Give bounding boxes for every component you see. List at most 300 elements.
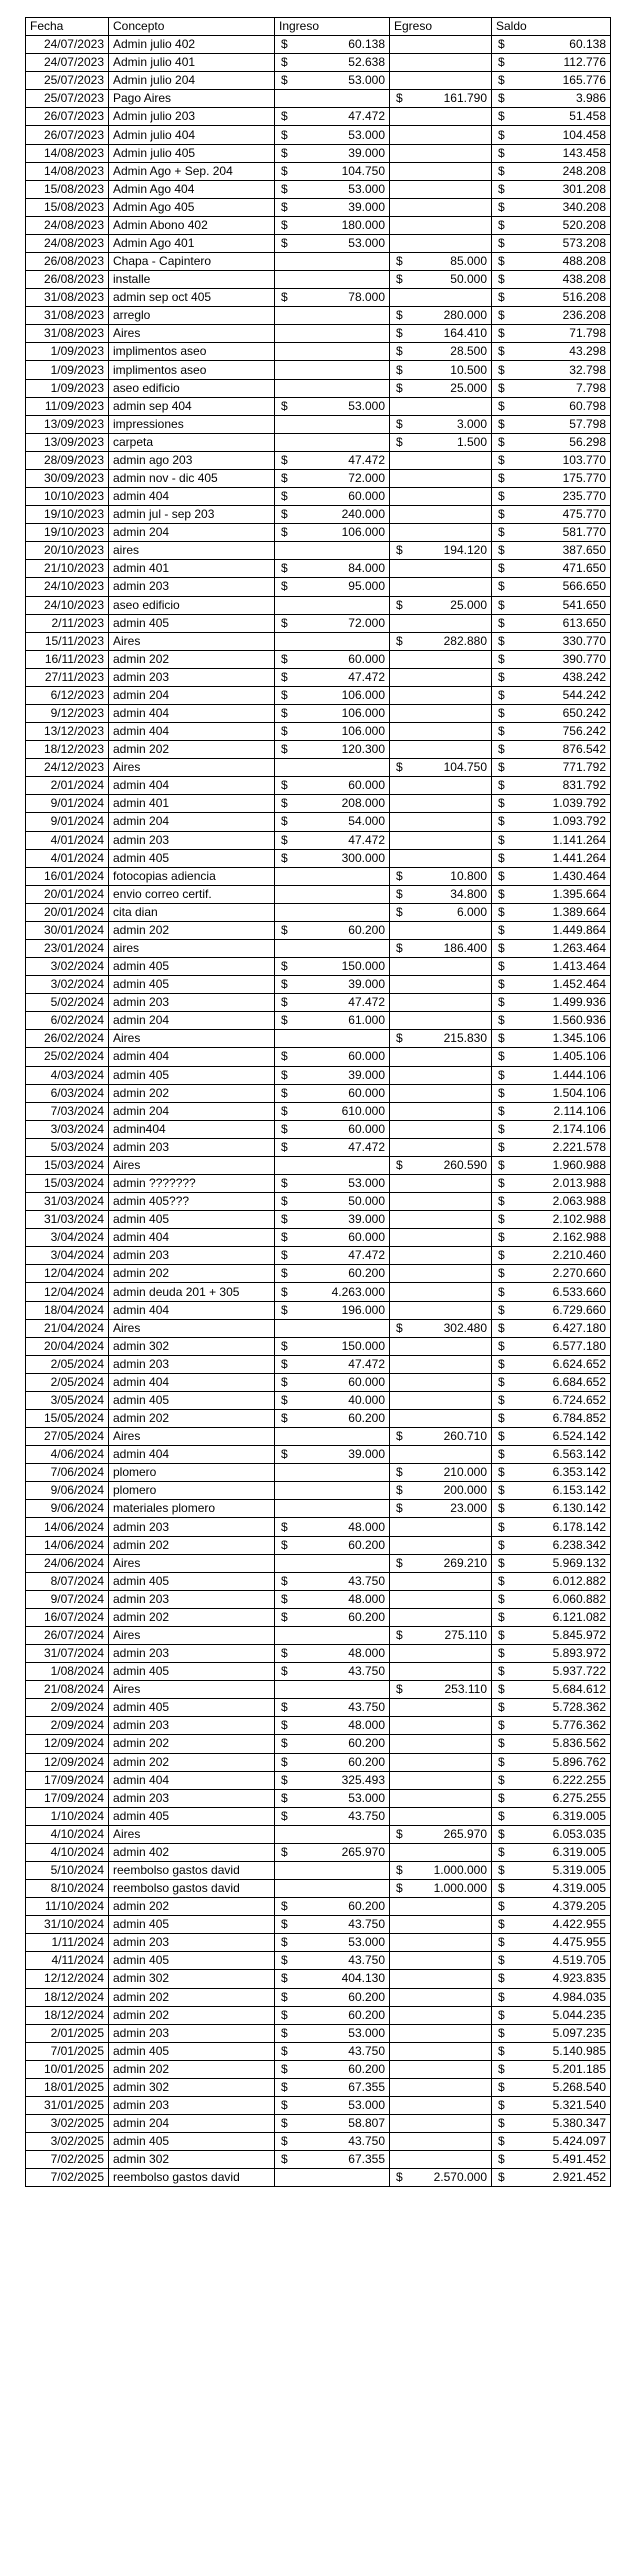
cell-egreso[interactable] — [390, 1789, 492, 1807]
cell-concepto[interactable]: admin 405 — [109, 2042, 275, 2060]
cell-egreso[interactable] — [390, 1156, 492, 1174]
cell-concepto[interactable]: reembolso gastos david — [109, 1861, 275, 1879]
cell-saldo[interactable] — [492, 921, 611, 939]
cell-saldo[interactable] — [492, 271, 611, 289]
cell-ingreso[interactable] — [275, 144, 390, 162]
cell-saldo[interactable] — [492, 994, 611, 1012]
cell-fecha[interactable]: 2/01/2024 — [26, 777, 109, 795]
cell-egreso[interactable] — [390, 686, 492, 704]
cell-saldo[interactable] — [492, 2115, 611, 2133]
cell-concepto[interactable]: admin 202 — [109, 650, 275, 668]
cell-fecha[interactable]: 11/10/2024 — [26, 1898, 109, 1916]
cell-egreso[interactable] — [390, 1771, 492, 1789]
cell-ingreso[interactable] — [275, 1138, 390, 1156]
cell-saldo[interactable] — [492, 1699, 611, 1717]
cell-concepto[interactable]: admin 203 — [109, 2096, 275, 2114]
cell-ingreso[interactable] — [275, 1789, 390, 1807]
header-ingreso[interactable]: Ingreso — [275, 18, 390, 36]
cell-ingreso[interactable] — [275, 2151, 390, 2169]
cell-ingreso[interactable] — [275, 994, 390, 1012]
cell-fecha[interactable]: 16/01/2024 — [26, 867, 109, 885]
cell-ingreso[interactable] — [275, 343, 390, 361]
cell-egreso[interactable] — [390, 1500, 492, 1518]
cell-fecha[interactable]: 4/10/2024 — [26, 1825, 109, 1843]
cell-ingreso[interactable] — [275, 1482, 390, 1500]
cell-egreso[interactable] — [390, 2060, 492, 2078]
cell-saldo[interactable] — [492, 1410, 611, 1428]
cell-egreso[interactable] — [390, 885, 492, 903]
cell-concepto[interactable]: Admin julio 203 — [109, 108, 275, 126]
cell-fecha[interactable]: 20/01/2024 — [26, 885, 109, 903]
cell-ingreso[interactable] — [275, 723, 390, 741]
cell-ingreso[interactable] — [275, 1663, 390, 1681]
cell-egreso[interactable] — [390, 1428, 492, 1446]
cell-ingreso[interactable] — [275, 271, 390, 289]
cell-egreso[interactable] — [390, 90, 492, 108]
cell-fecha[interactable]: 15/08/2023 — [26, 180, 109, 198]
cell-saldo[interactable] — [492, 1970, 611, 1988]
cell-fecha[interactable]: 26/08/2023 — [26, 253, 109, 271]
cell-concepto[interactable]: admin 202 — [109, 1898, 275, 1916]
cell-concepto[interactable]: Admin Ago + Sep. 204 — [109, 162, 275, 180]
cell-egreso[interactable] — [390, 560, 492, 578]
cell-saldo[interactable] — [492, 1898, 611, 1916]
cell-egreso[interactable] — [390, 506, 492, 524]
cell-egreso[interactable] — [390, 614, 492, 632]
cell-fecha[interactable]: 3/02/2025 — [26, 2115, 109, 2133]
cell-fecha[interactable]: 17/09/2024 — [26, 1771, 109, 1789]
cell-concepto[interactable]: admin 404 — [109, 723, 275, 741]
cell-fecha[interactable]: 18/12/2024 — [26, 2006, 109, 2024]
cell-concepto[interactable]: admin404 — [109, 1120, 275, 1138]
cell-saldo[interactable] — [492, 343, 611, 361]
cell-saldo[interactable] — [492, 542, 611, 560]
cell-egreso[interactable] — [390, 2024, 492, 2042]
cell-ingreso[interactable] — [275, 759, 390, 777]
cell-fecha[interactable]: 9/07/2024 — [26, 1590, 109, 1608]
cell-fecha[interactable]: 6/02/2024 — [26, 1012, 109, 1030]
cell-concepto[interactable]: admin 302 — [109, 1970, 275, 1988]
cell-concepto[interactable]: admin 202 — [109, 741, 275, 759]
cell-concepto[interactable]: Admin julio 401 — [109, 54, 275, 72]
cell-concepto[interactable]: aseo edificio — [109, 596, 275, 614]
cell-fecha[interactable]: 10/01/2025 — [26, 2060, 109, 2078]
cell-fecha[interactable]: 31/03/2024 — [26, 1211, 109, 1229]
cell-saldo[interactable] — [492, 1518, 611, 1536]
cell-egreso[interactable] — [390, 939, 492, 957]
cell-fecha[interactable]: 3/05/2024 — [26, 1391, 109, 1409]
cell-ingreso[interactable] — [275, 1391, 390, 1409]
cell-egreso[interactable] — [390, 415, 492, 433]
cell-fecha[interactable]: 31/08/2023 — [26, 325, 109, 343]
cell-egreso[interactable] — [390, 216, 492, 234]
cell-saldo[interactable] — [492, 1663, 611, 1681]
cell-ingreso[interactable] — [275, 2078, 390, 2096]
cell-egreso[interactable] — [390, 1247, 492, 1265]
cell-ingreso[interactable] — [275, 1211, 390, 1229]
cell-saldo[interactable] — [492, 2169, 611, 2187]
cell-concepto[interactable]: cita dian — [109, 903, 275, 921]
cell-fecha[interactable]: 12/04/2024 — [26, 1283, 109, 1301]
cell-saldo[interactable] — [492, 1030, 611, 1048]
cell-saldo[interactable] — [492, 1464, 611, 1482]
cell-concepto[interactable]: admin 204 — [109, 1012, 275, 1030]
cell-egreso[interactable] — [390, 759, 492, 777]
cell-saldo[interactable] — [492, 578, 611, 596]
cell-saldo[interactable] — [492, 451, 611, 469]
cell-concepto[interactable]: Admin julio 404 — [109, 126, 275, 144]
cell-fecha[interactable]: 24/08/2023 — [26, 234, 109, 252]
cell-fecha[interactable]: 31/01/2025 — [26, 2096, 109, 2114]
cell-concepto[interactable]: admin 405 — [109, 1572, 275, 1590]
cell-saldo[interactable] — [492, 1084, 611, 1102]
cell-fecha[interactable]: 9/06/2024 — [26, 1482, 109, 1500]
cell-egreso[interactable] — [390, 1988, 492, 2006]
cell-saldo[interactable] — [492, 198, 611, 216]
cell-ingreso[interactable] — [275, 1175, 390, 1193]
cell-ingreso[interactable] — [275, 1120, 390, 1138]
cell-concepto[interactable]: admin 405 — [109, 1391, 275, 1409]
header-egreso[interactable]: Egreso — [390, 18, 492, 36]
cell-ingreso[interactable] — [275, 813, 390, 831]
cell-ingreso[interactable] — [275, 415, 390, 433]
cell-concepto[interactable]: impressiones — [109, 415, 275, 433]
cell-egreso[interactable] — [390, 307, 492, 325]
cell-fecha[interactable]: 2/05/2024 — [26, 1373, 109, 1391]
cell-egreso[interactable] — [390, 1337, 492, 1355]
cell-fecha[interactable]: 2/05/2024 — [26, 1355, 109, 1373]
cell-egreso[interactable] — [390, 126, 492, 144]
cell-fecha[interactable]: 7/03/2024 — [26, 1102, 109, 1120]
cell-saldo[interactable] — [492, 126, 611, 144]
cell-saldo[interactable] — [492, 1626, 611, 1644]
cell-egreso[interactable] — [390, 1717, 492, 1735]
cell-saldo[interactable] — [492, 849, 611, 867]
cell-concepto[interactable]: plomero — [109, 1464, 275, 1482]
cell-fecha[interactable]: 1/10/2024 — [26, 1807, 109, 1825]
cell-saldo[interactable] — [492, 1717, 611, 1735]
cell-saldo[interactable] — [492, 1012, 611, 1030]
cell-fecha[interactable]: 7/02/2025 — [26, 2151, 109, 2169]
cell-ingreso[interactable] — [275, 307, 390, 325]
cell-fecha[interactable]: 3/02/2024 — [26, 976, 109, 994]
cell-ingreso[interactable] — [275, 488, 390, 506]
cell-egreso[interactable] — [390, 1590, 492, 1608]
cell-egreso[interactable] — [390, 1446, 492, 1464]
cell-concepto[interactable]: admin 405 — [109, 1211, 275, 1229]
cell-egreso[interactable] — [390, 379, 492, 397]
cell-fecha[interactable]: 10/10/2023 — [26, 488, 109, 506]
cell-ingreso[interactable] — [275, 1283, 390, 1301]
cell-fecha[interactable]: 21/08/2024 — [26, 1681, 109, 1699]
cell-ingreso[interactable] — [275, 1265, 390, 1283]
cell-ingreso[interactable] — [275, 1753, 390, 1771]
cell-fecha[interactable]: 2/09/2024 — [26, 1717, 109, 1735]
cell-egreso[interactable] — [390, 1482, 492, 1500]
cell-concepto[interactable]: admin 203 — [109, 1518, 275, 1536]
cell-saldo[interactable] — [492, 1572, 611, 1590]
cell-fecha[interactable]: 14/06/2024 — [26, 1518, 109, 1536]
cell-egreso[interactable] — [390, 180, 492, 198]
cell-fecha[interactable]: 14/08/2023 — [26, 162, 109, 180]
cell-fecha[interactable]: 31/07/2024 — [26, 1645, 109, 1663]
cell-concepto[interactable]: Aires — [109, 1428, 275, 1446]
cell-saldo[interactable] — [492, 1916, 611, 1934]
cell-egreso[interactable] — [390, 704, 492, 722]
cell-concepto[interactable]: Pago Aires — [109, 90, 275, 108]
cell-egreso[interactable] — [390, 1898, 492, 1916]
cell-ingreso[interactable] — [275, 1626, 390, 1644]
cell-saldo[interactable] — [492, 777, 611, 795]
cell-ingreso[interactable] — [275, 1916, 390, 1934]
cell-egreso[interactable] — [390, 1735, 492, 1753]
cell-saldo[interactable] — [492, 813, 611, 831]
cell-fecha[interactable]: 13/09/2023 — [26, 415, 109, 433]
cell-egreso[interactable] — [390, 668, 492, 686]
cell-concepto[interactable]: admin 203 — [109, 1355, 275, 1373]
cell-concepto[interactable]: admin 203 — [109, 1934, 275, 1952]
cell-fecha[interactable]: 25/02/2024 — [26, 1048, 109, 1066]
cell-egreso[interactable] — [390, 903, 492, 921]
cell-egreso[interactable] — [390, 271, 492, 289]
cell-saldo[interactable] — [492, 1301, 611, 1319]
cell-ingreso[interactable] — [275, 2096, 390, 2114]
cell-concepto[interactable]: admin 404 — [109, 1446, 275, 1464]
cell-saldo[interactable] — [492, 1590, 611, 1608]
cell-ingreso[interactable] — [275, 1934, 390, 1952]
cell-concepto[interactable]: admin 405??? — [109, 1193, 275, 1211]
cell-egreso[interactable] — [390, 723, 492, 741]
cell-saldo[interactable] — [492, 1211, 611, 1229]
cell-fecha[interactable]: 24/12/2023 — [26, 759, 109, 777]
cell-fecha[interactable]: 16/07/2024 — [26, 1608, 109, 1626]
cell-saldo[interactable] — [492, 1066, 611, 1084]
cell-ingreso[interactable] — [275, 596, 390, 614]
cell-fecha[interactable]: 4/01/2024 — [26, 831, 109, 849]
cell-fecha[interactable]: 7/06/2024 — [26, 1464, 109, 1482]
cell-ingreso[interactable] — [275, 1536, 390, 1554]
cell-ingreso[interactable] — [275, 777, 390, 795]
cell-concepto[interactable]: admin 202 — [109, 1084, 275, 1102]
cell-egreso[interactable] — [390, 1554, 492, 1572]
cell-egreso[interactable] — [390, 524, 492, 542]
cell-saldo[interactable] — [492, 1120, 611, 1138]
cell-concepto[interactable]: admin 405 — [109, 1699, 275, 1717]
cell-fecha[interactable]: 4/06/2024 — [26, 1446, 109, 1464]
cell-saldo[interactable] — [492, 1283, 611, 1301]
cell-saldo[interactable] — [492, 253, 611, 271]
cell-saldo[interactable] — [492, 1843, 611, 1861]
cell-saldo[interactable] — [492, 524, 611, 542]
cell-egreso[interactable] — [390, 1084, 492, 1102]
cell-concepto[interactable]: admin 405 — [109, 849, 275, 867]
cell-fecha[interactable]: 23/01/2024 — [26, 939, 109, 957]
cell-fecha[interactable]: 3/02/2024 — [26, 958, 109, 976]
cell-ingreso[interactable] — [275, 1988, 390, 2006]
cell-ingreso[interactable] — [275, 686, 390, 704]
cell-ingreso[interactable] — [275, 704, 390, 722]
cell-fecha[interactable]: 24/10/2023 — [26, 596, 109, 614]
cell-concepto[interactable]: Aires — [109, 325, 275, 343]
cell-fecha[interactable]: 4/01/2024 — [26, 849, 109, 867]
cell-concepto[interactable]: Aires — [109, 632, 275, 650]
cell-saldo[interactable] — [492, 1102, 611, 1120]
cell-egreso[interactable] — [390, 1355, 492, 1373]
cell-egreso[interactable] — [390, 397, 492, 415]
cell-fecha[interactable]: 26/02/2024 — [26, 1030, 109, 1048]
cell-ingreso[interactable] — [275, 1500, 390, 1518]
cell-ingreso[interactable] — [275, 958, 390, 976]
cell-concepto[interactable]: admin 203 — [109, 1789, 275, 1807]
cell-ingreso[interactable] — [275, 542, 390, 560]
cell-saldo[interactable] — [492, 162, 611, 180]
cell-ingreso[interactable] — [275, 2169, 390, 2187]
cell-saldo[interactable] — [492, 1156, 611, 1174]
cell-fecha[interactable]: 1/09/2023 — [26, 361, 109, 379]
cell-saldo[interactable] — [492, 1319, 611, 1337]
cell-saldo[interactable] — [492, 2151, 611, 2169]
cell-concepto[interactable]: admin nov - dic 405 — [109, 469, 275, 487]
cell-egreso[interactable] — [390, 650, 492, 668]
cell-ingreso[interactable] — [275, 1861, 390, 1879]
cell-saldo[interactable] — [492, 939, 611, 957]
cell-fecha[interactable]: 12/04/2024 — [26, 1265, 109, 1283]
cell-ingreso[interactable] — [275, 1247, 390, 1265]
cell-saldo[interactable] — [492, 1554, 611, 1572]
cell-fecha[interactable]: 24/08/2023 — [26, 216, 109, 234]
cell-concepto[interactable]: Admin Ago 401 — [109, 234, 275, 252]
cell-egreso[interactable] — [390, 72, 492, 90]
cell-saldo[interactable] — [492, 1373, 611, 1391]
cell-concepto[interactable]: admin 404 — [109, 1771, 275, 1789]
cell-ingreso[interactable] — [275, 1337, 390, 1355]
cell-ingreso[interactable] — [275, 632, 390, 650]
cell-egreso[interactable] — [390, 1319, 492, 1337]
cell-concepto[interactable]: Chapa - Capintero — [109, 253, 275, 271]
cell-egreso[interactable] — [390, 1012, 492, 1030]
cell-ingreso[interactable] — [275, 614, 390, 632]
cell-saldo[interactable] — [492, 1988, 611, 2006]
cell-saldo[interactable] — [492, 2042, 611, 2060]
cell-saldo[interactable] — [492, 596, 611, 614]
cell-ingreso[interactable] — [275, 162, 390, 180]
cell-concepto[interactable]: Aires — [109, 1030, 275, 1048]
cell-saldo[interactable] — [492, 2060, 611, 2078]
cell-concepto[interactable]: admin jul - sep 203 — [109, 506, 275, 524]
cell-concepto[interactable]: admin 302 — [109, 2078, 275, 2096]
cell-fecha[interactable]: 8/07/2024 — [26, 1572, 109, 1590]
cell-fecha[interactable]: 1/08/2024 — [26, 1663, 109, 1681]
cell-fecha[interactable]: 31/08/2023 — [26, 289, 109, 307]
cell-egreso[interactable] — [390, 1048, 492, 1066]
cell-saldo[interactable] — [492, 216, 611, 234]
cell-egreso[interactable] — [390, 1464, 492, 1482]
cell-fecha[interactable]: 3/04/2024 — [26, 1247, 109, 1265]
cell-concepto[interactable]: Admin Ago 405 — [109, 198, 275, 216]
cell-concepto[interactable]: admin 405 — [109, 958, 275, 976]
cell-concepto[interactable]: reembolso gastos david — [109, 1880, 275, 1898]
cell-egreso[interactable] — [390, 325, 492, 343]
cell-concepto[interactable]: admin 203 — [109, 1247, 275, 1265]
cell-ingreso[interactable] — [275, 1428, 390, 1446]
cell-egreso[interactable] — [390, 1120, 492, 1138]
cell-saldo[interactable] — [492, 1337, 611, 1355]
cell-concepto[interactable]: admin 204 — [109, 813, 275, 831]
cell-fecha[interactable]: 1/11/2024 — [26, 1934, 109, 1952]
cell-fecha[interactable]: 3/03/2024 — [26, 1120, 109, 1138]
cell-concepto[interactable]: admin 404 — [109, 704, 275, 722]
cell-egreso[interactable] — [390, 2169, 492, 2187]
cell-saldo[interactable] — [492, 1048, 611, 1066]
cell-concepto[interactable]: Aires — [109, 1156, 275, 1174]
cell-concepto[interactable]: admin 202 — [109, 1735, 275, 1753]
cell-egreso[interactable] — [390, 2151, 492, 2169]
cell-ingreso[interactable] — [275, 2042, 390, 2060]
cell-saldo[interactable] — [492, 668, 611, 686]
cell-egreso[interactable] — [390, 542, 492, 560]
cell-fecha[interactable]: 18/01/2025 — [26, 2078, 109, 2096]
cell-ingreso[interactable] — [275, 1048, 390, 1066]
cell-concepto[interactable]: admin 204 — [109, 1102, 275, 1120]
cell-saldo[interactable] — [492, 2133, 611, 2151]
cell-egreso[interactable] — [390, 234, 492, 252]
cell-concepto[interactable]: admin 203 — [109, 2024, 275, 2042]
cell-fecha[interactable]: 20/10/2023 — [26, 542, 109, 560]
cell-concepto[interactable]: admin 302 — [109, 2151, 275, 2169]
cell-saldo[interactable] — [492, 307, 611, 325]
cell-ingreso[interactable] — [275, 1012, 390, 1030]
cell-egreso[interactable] — [390, 289, 492, 307]
cell-fecha[interactable]: 24/06/2024 — [26, 1554, 109, 1572]
cell-fecha[interactable]: 2/11/2023 — [26, 614, 109, 632]
cell-concepto[interactable]: Aires — [109, 1825, 275, 1843]
cell-saldo[interactable] — [492, 976, 611, 994]
cell-concepto[interactable]: admin 405 — [109, 614, 275, 632]
cell-concepto[interactable]: admin ago 203 — [109, 451, 275, 469]
cell-ingreso[interactable] — [275, 253, 390, 271]
cell-saldo[interactable] — [492, 560, 611, 578]
cell-fecha[interactable]: 1/09/2023 — [26, 379, 109, 397]
cell-fecha[interactable]: 12/12/2024 — [26, 1970, 109, 1988]
cell-fecha[interactable]: 27/05/2024 — [26, 1428, 109, 1446]
cell-egreso[interactable] — [390, 1699, 492, 1717]
cell-concepto[interactable]: admin 405 — [109, 1916, 275, 1934]
cell-ingreso[interactable] — [275, 2024, 390, 2042]
cell-saldo[interactable] — [492, 867, 611, 885]
cell-fecha[interactable]: 4/11/2024 — [26, 1952, 109, 1970]
cell-concepto[interactable]: admin 404 — [109, 488, 275, 506]
cell-ingreso[interactable] — [275, 180, 390, 198]
cell-egreso[interactable] — [390, 488, 492, 506]
cell-egreso[interactable] — [390, 1211, 492, 1229]
cell-egreso[interactable] — [390, 1645, 492, 1663]
cell-egreso[interactable] — [390, 867, 492, 885]
cell-saldo[interactable] — [492, 1807, 611, 1825]
cell-concepto[interactable]: admin 203 — [109, 1645, 275, 1663]
cell-saldo[interactable] — [492, 433, 611, 451]
cell-ingreso[interactable] — [275, 1699, 390, 1717]
cell-fecha[interactable]: 15/03/2024 — [26, 1156, 109, 1174]
cell-egreso[interactable] — [390, 1934, 492, 1952]
cell-ingreso[interactable] — [275, 1843, 390, 1861]
cell-concepto[interactable]: admin ??????? — [109, 1175, 275, 1193]
cell-egreso[interactable] — [390, 777, 492, 795]
cell-concepto[interactable]: admin sep oct 405 — [109, 289, 275, 307]
cell-ingreso[interactable] — [275, 831, 390, 849]
cell-saldo[interactable] — [492, 1771, 611, 1789]
cell-ingreso[interactable] — [275, 795, 390, 813]
cell-ingreso[interactable] — [275, 1681, 390, 1699]
